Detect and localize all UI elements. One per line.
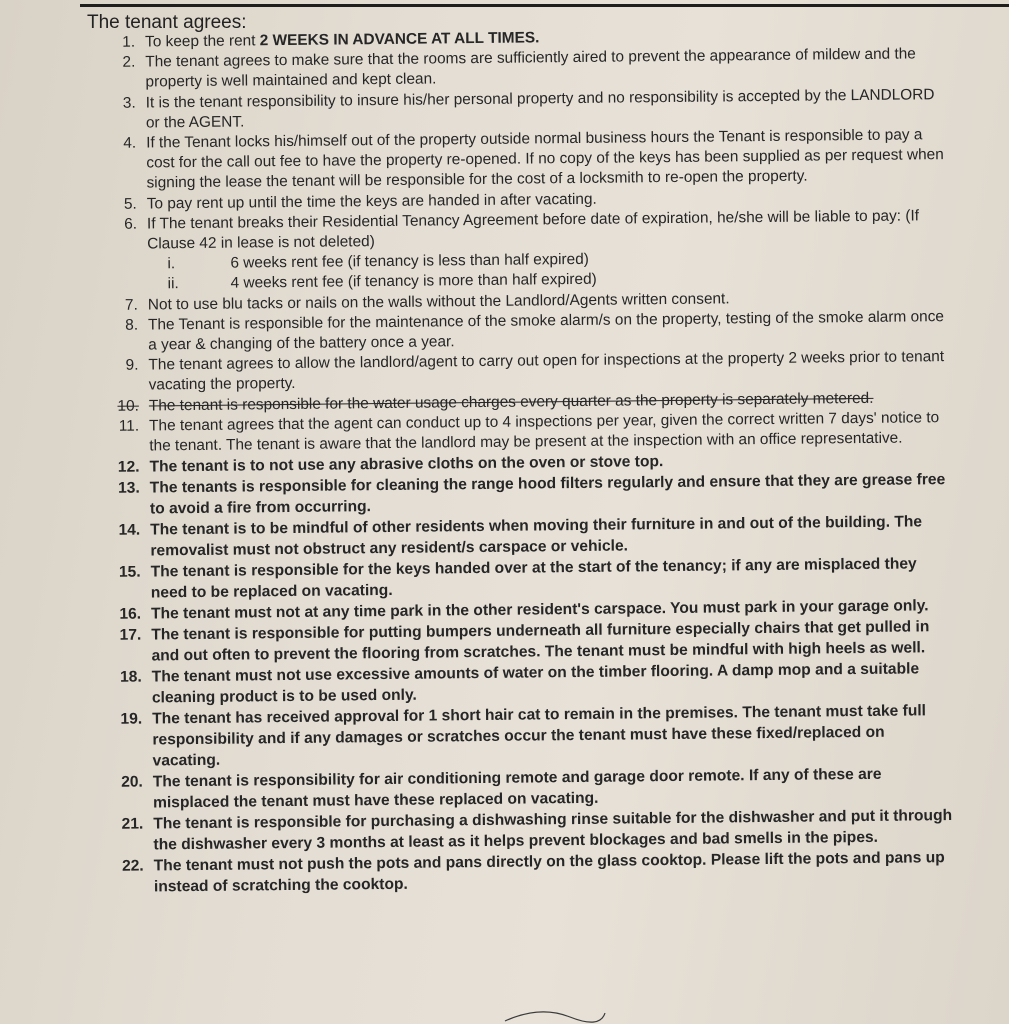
clause-number: 16. <box>119 605 142 624</box>
clause-number: 19. <box>120 710 143 729</box>
clause-number: 1. <box>122 33 136 51</box>
clause-number: 5. <box>123 195 137 213</box>
clause-text: It is the tenant responsibility to insure his/her personal property and no responsibility is accepted by the LANDLORD or the AGENT. <box>145 85 935 132</box>
clause-text: The tenant must not at any time park in the other resident's carspace. You must park in your garage only. <box>150 597 929 623</box>
clause-number: 15. <box>118 563 141 582</box>
clause-number: 4. <box>123 134 137 152</box>
clause-number: 17. <box>119 626 142 645</box>
clause-text: The Tenant is responsible for the maintenance of the smoke alarm/s on the property, testing of the smoke alarm once a year & changing of the battery once a year. <box>147 307 945 354</box>
clause-number: 7. <box>124 296 138 314</box>
clause-text: The tenant is responsible for putting bumpers underneath all furniture especially chairs that get pulled in and out often to prevent the flooring from scratches. The tenant must be mindful with high heels as well. <box>151 618 930 665</box>
clause-text: To keep the rent <box>145 32 260 51</box>
clause-text: Not to use blu tacks or nails on the walls without the Landlord/Agents written consent. <box>147 290 730 314</box>
clause-text: The tenant agrees to make sure that the rooms are sufficiently aired to prevent the appearance of mildew and the property is well maintained and kept clean. <box>145 45 916 91</box>
clause-number: 8. <box>125 316 139 334</box>
clause-text: The tenant agrees to allow the landlord/agent to carry out open for inspections at the property 2 weeks prior to tenant vacating the property. <box>148 348 945 394</box>
clause-number: 10. <box>117 397 139 415</box>
clause-number: 2. <box>122 53 136 71</box>
clause-text: The tenant is to not use any abrasive cloths on the oven or stove top. <box>149 453 664 476</box>
sub-item-text: 6 weeks rent fee (if tenancy is less than half expired) <box>230 251 589 272</box>
clause-text: The tenant is responsible for purchasing a dishwashing rinse suitable for the dishwasher and put it through the dishwasher every 3 months at least as it helps prevent blockages and bad smells in the pipes. <box>153 807 953 854</box>
clause-text: The tenant is responsible for the water usage charges every quarter as the property is separately metered. <box>148 389 874 415</box>
clause-text: The tenant has received approval for 1 short hair cat to remain in the premises. The tenant must take full responsibility and if any damages or scratches occur the tenant must have these fixed/replaced on vacating. <box>152 702 927 770</box>
clause-text: The tenant agrees that the agent can conduct up to 4 inspections per year, given the correct written 7 days' notice to the tenant. The tenant is aware that the landlord may be present at the inspection with an office representative. <box>149 409 940 455</box>
clause-number: 13. <box>117 479 140 498</box>
sub-item-numeral: ii. <box>167 275 179 293</box>
clause-text: The tenant is responsibility for air conditioning remote and garage door remote. If any of these are misplaced the tenant must have these replaced on vacating. <box>152 766 882 812</box>
clause-number: 3. <box>122 94 136 112</box>
pen-mark <box>500 995 610 1024</box>
clause-number: 18. <box>119 668 142 687</box>
page-heading: The tenant agrees: <box>87 12 247 33</box>
clause-number: 6. <box>124 215 138 233</box>
clause-emphasis: 2 WEEKS IN ADVANCE AT ALL TIMES. <box>259 29 540 50</box>
clause-text: If The tenant breaks their Residential Tenancy Agreement before date of expiration, he/she will be liable to pay: (If Clause 42 in lease is not deleted) <box>146 207 920 253</box>
sub-item-text: 4 weeks rent fee (if tenancy is more than half expired) <box>230 271 597 293</box>
clause-text: The tenant must not push the pots and pans directly on the glass cooktop. Please lift the pots and pans up instead of scratching the cooktop. <box>153 849 945 896</box>
clause-number: 22. <box>121 857 144 876</box>
clause-4 <box>1 124 1009 195</box>
clause-number: 21. <box>121 815 144 834</box>
clause-number: 12. <box>117 458 140 477</box>
clause-list <box>0 23 1009 899</box>
top-rule <box>80 4 1009 7</box>
clause-text: The tenant is responsible for the keys handed over at the start of the tenancy; if any are misplaced they need to be replaced on vacating. <box>150 555 917 602</box>
clause-number: 20. <box>121 773 143 792</box>
clause-number: 11. <box>118 417 140 435</box>
clause-text: The tenant is to be mindful of other residents when moving their furniture in and out of the building. The removalist must not obstruct any resident/s carspace or vehicle. <box>150 513 923 560</box>
clause-number: 14. <box>118 521 141 540</box>
clause-number: 9. <box>125 356 139 374</box>
clause-text: To pay rent up until the time the keys are handed in after vacating. <box>146 190 597 213</box>
clause-text: If the Tenant locks his/himself out of the property outside normal business hours the Tenant is responsible to pay a cost for the call out fee to have the property re-opened. If no copy of the keys has been supplied as per request when signing the lease the tenant will be responsible for the cost of a locksmith to re-open the property. <box>146 126 944 192</box>
clause-text: The tenant must not use excessive amounts of water on the timber flooring. A damp mop and a suitable cleaning product is to be used only. <box>151 660 920 707</box>
clause-19 <box>7 700 1009 774</box>
clause-text: The tenants is responsible for cleaning the range hood filters regularly and ensure that they are grease free to avoid a fire from occurring. <box>149 471 946 518</box>
sub-item-numeral: i. <box>167 255 176 273</box>
